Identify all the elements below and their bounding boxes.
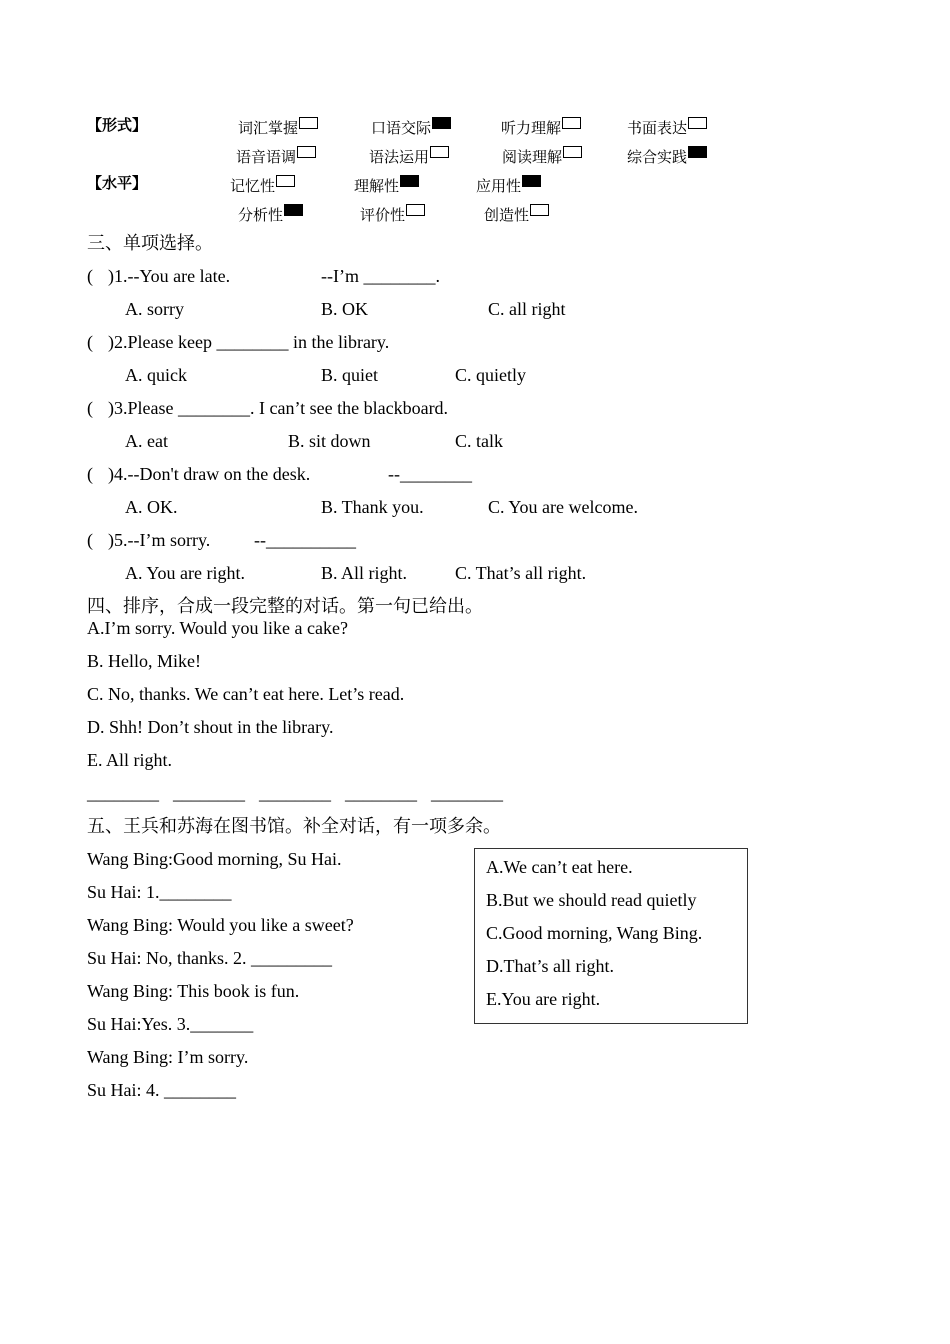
options-box [474, 848, 748, 1024]
q4-option-a: A. OK. [125, 497, 178, 517]
q1-bracket: ( [87, 266, 93, 286]
q5-option-b: B. All right. [321, 563, 408, 583]
checked-box-icon [688, 146, 707, 158]
q2-stem: )2.Please keep ________ in the library. [108, 332, 390, 352]
q5-stem: )5.--I’m sorry. [108, 530, 211, 550]
q1-stem: )1.--You are late. [108, 266, 231, 286]
q1-reply: --I’m ________. [321, 266, 440, 286]
dialogue-line: Su Hai: 1.________ [87, 882, 232, 902]
section4-line-c: C. No, thanks. We can’t eat here. Let’s read. [87, 684, 405, 704]
q4-stem: )4.--Don't draw on the desk. [108, 464, 311, 484]
level-item-analysis: 分析性 [238, 204, 303, 225]
section3-title: 三、单项选择。 [87, 233, 213, 253]
form-item-oral: 口语交际 [371, 117, 451, 138]
checkbox-icon [299, 117, 318, 129]
dialogue-line: Su Hai: 4. ________ [87, 1080, 237, 1100]
dialogue-line: Wang Bing: I’m sorry. [87, 1047, 249, 1067]
q2-option-b: B. quiet [321, 365, 378, 385]
q5-option-c: C. That’s all right. [455, 563, 587, 583]
order-blank-4: ________ [345, 783, 417, 803]
dialogue-line: Wang Bing: This book is fun. [87, 981, 300, 1001]
level-item-application: 应用性 [476, 175, 541, 196]
dialogue-line: Wang Bing:Good morning, Su Hai. [87, 849, 342, 869]
order-blank-3: ________ [259, 783, 331, 803]
q5-reply: --__________ [254, 530, 356, 550]
dialogue-line: Su Hai:Yes. 3._______ [87, 1014, 254, 1034]
checkbox-icon [297, 146, 316, 158]
q3-option-a: A. eat [125, 431, 168, 451]
checkbox-icon [562, 117, 581, 129]
checked-box-icon [522, 175, 541, 187]
checkbox-icon [430, 146, 449, 158]
option-b: B.But we should read quietly [486, 890, 697, 910]
q4-reply: --________ [388, 464, 472, 484]
q4-bracket: ( [87, 464, 93, 484]
q1-option-b: B. OK [321, 299, 369, 319]
level-label: 【水平】 [87, 176, 148, 192]
checked-box-icon [284, 204, 303, 216]
option-a: A.We can’t eat here. [486, 857, 633, 877]
section4-line-e: E. All right. [87, 750, 172, 770]
checkbox-icon [406, 204, 425, 216]
dialogue-line: Wang Bing: Would you like a sweet? [87, 915, 354, 935]
option-e: E.You are right. [486, 989, 601, 1009]
level-item-memory: 记忆性 [230, 175, 295, 196]
option-d: D.That’s all right. [486, 956, 614, 976]
checkbox-icon [688, 117, 707, 129]
checkbox-icon [563, 146, 582, 158]
form-item-reading: 阅读理解 [502, 146, 582, 167]
checked-box-icon [400, 175, 419, 187]
checkbox-icon [530, 204, 549, 216]
form-item-practice: 综合实践 [627, 146, 707, 167]
form-item-writing: 书面表达 [627, 117, 707, 138]
order-blank-1: ________ [87, 783, 159, 803]
q2-bracket: ( [87, 332, 93, 352]
section4-line-b: B. Hello, Mike! [87, 651, 201, 671]
q2-option-c: C. quietly [455, 365, 526, 385]
section5-title: 五、王兵和苏海在图书馆。补全对话，有一项多余。 [87, 816, 501, 836]
form-label: 【形式】 [87, 118, 148, 134]
dialogue-line: Su Hai: No, thanks. 2. _________ [87, 948, 332, 968]
q3-option-c: C. talk [455, 431, 503, 451]
section4-title: 四、排序，合成一段完整的对话。第一句已给出。 [87, 596, 483, 616]
q2-option-a: A. quick [125, 365, 187, 385]
q3-stem: )3.Please ________. I can’t see the blackboard. [108, 398, 449, 418]
form-item-vocabulary: 词汇掌握 [238, 117, 318, 138]
level-item-creation: 创造性 [484, 204, 549, 225]
form-item-pronunciation: 语音语调 [236, 146, 316, 167]
checkbox-icon [276, 175, 295, 187]
q1-option-c: C. all right [488, 299, 566, 319]
q5-option-a: A. You are right. [125, 563, 245, 583]
section4-line-a: A.I’m sorry. Would you like a cake? [87, 618, 348, 638]
q5-bracket: ( [87, 530, 93, 550]
order-blank-2: ________ [173, 783, 245, 803]
option-c: C.Good morning, Wang Bing. [486, 923, 703, 943]
order-blank-5: ________ [431, 783, 503, 803]
level-item-evaluation: 评价性 [360, 204, 425, 225]
form-item-listening: 听力理解 [501, 117, 581, 138]
q4-option-c: C. You are welcome. [488, 497, 638, 517]
q1-option-a: A. sorry [125, 299, 184, 319]
form-item-grammar: 语法运用 [369, 146, 449, 167]
section4-line-d: D. Shh! Don’t shout in the library. [87, 717, 334, 737]
q3-bracket: ( [87, 398, 93, 418]
q3-option-b: B. sit down [288, 431, 371, 451]
level-item-understanding: 理解性 [354, 175, 419, 196]
checked-box-icon [432, 117, 451, 129]
q4-option-b: B. Thank you. [321, 497, 424, 517]
